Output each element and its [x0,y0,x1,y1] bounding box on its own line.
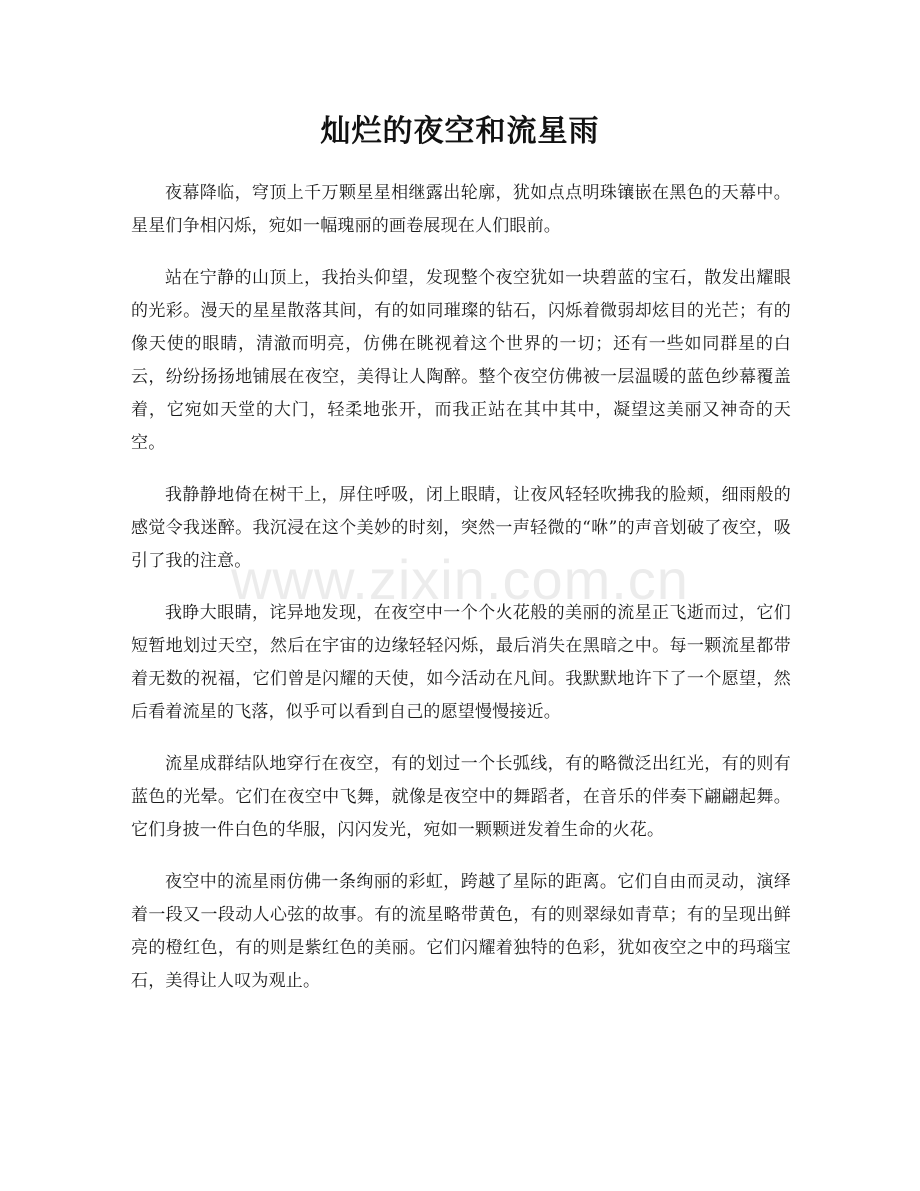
paragraph-2: 站在宁静的山顶上，我抬头仰望，发现整个夜空犹如一块碧蓝的宝石，散发出耀眼的光彩。漫天的星星散落其间，有的如同璀璨的钻石，闪烁着微弱却炫目的光芒；有的像天使的眼睛，清澈而明亮，仿佛在眺视着这个世界的一切；还有一些如同群星的白云，纷纷扬扬地铺展在夜空，美得让人陶醉。整个夜空仿佛被一层温暖的蓝色纱幕覆盖着，它宛如天堂的大门，轻柔地张开，而我正站在其中其中，凝望这美丽又神奇的天空。 [131,268,791,453]
paragraph-4: 我睁大眼睛，诧异地发现，在夜空中一个个火花般的美丽的流星正飞逝而过，它们短暂地划过天空，然后在宇宙的边缘轻轻闪烁，最后消失在黑暗之中。每一颗流星都带着无数的祝福，它们曾是闪耀的天使，如今活动在凡间。我默默地许下了一个愿望，然后看着流星的飞落，似乎可以看到自己的愿望慢慢接近。 [131,603,791,722]
watermark: www.zixin.com.cn [231,548,689,611]
document-body [131,177,791,1017]
paragraph-6: 夜空中的流星雨仿佛一条绚丽的彩虹，跨越了星际的距离。它们自由而灵动，演绎着一段又一段动人心弦的故事。有的流星略带黄色，有的则翠绿如青草；有的呈现出鲜亮的橙红色，有的则是紫红色的美丽。它们闪耀着独特的色彩，犹如夜空之中的玛瑙宝石，美得让人叹为观止。 [131,872,791,991]
paragraph-3: 我静静地倚在树干上，屏住呼吸，闭上眼睛，让夜风轻轻吹拂我的脸颊，细雨般的感觉令我迷醉。我沉浸在这个美妙的时刻，突然一声轻微的“咻”的声音划破了夜空，吸引了我的注意。 [131,485,791,571]
document-title: 灿烂的夜空和流星雨 [320,114,600,149]
paragraph-5: 流星成群结队地穿行在夜空，有的划过一个长弧线，有的略微泛出红光，有的则有蓝色的光晕。它们在夜空中飞舞，就像是夜空中的舞蹈者，在音乐的伴奏下翩翩起舞。它们身披一件白色的华服，闪闪发光，宛如一颗颗迸发着生命的火花。 [131,754,791,840]
paragraph-1: 夜幕降临，穹顶上千万颗星星相继露出轮廓，犹如点点明珠镶嵌在黑色的天幕中。星星们争相闪烁，宛如一幅瑰丽的画卷展现在人们眼前。 [131,183,791,236]
